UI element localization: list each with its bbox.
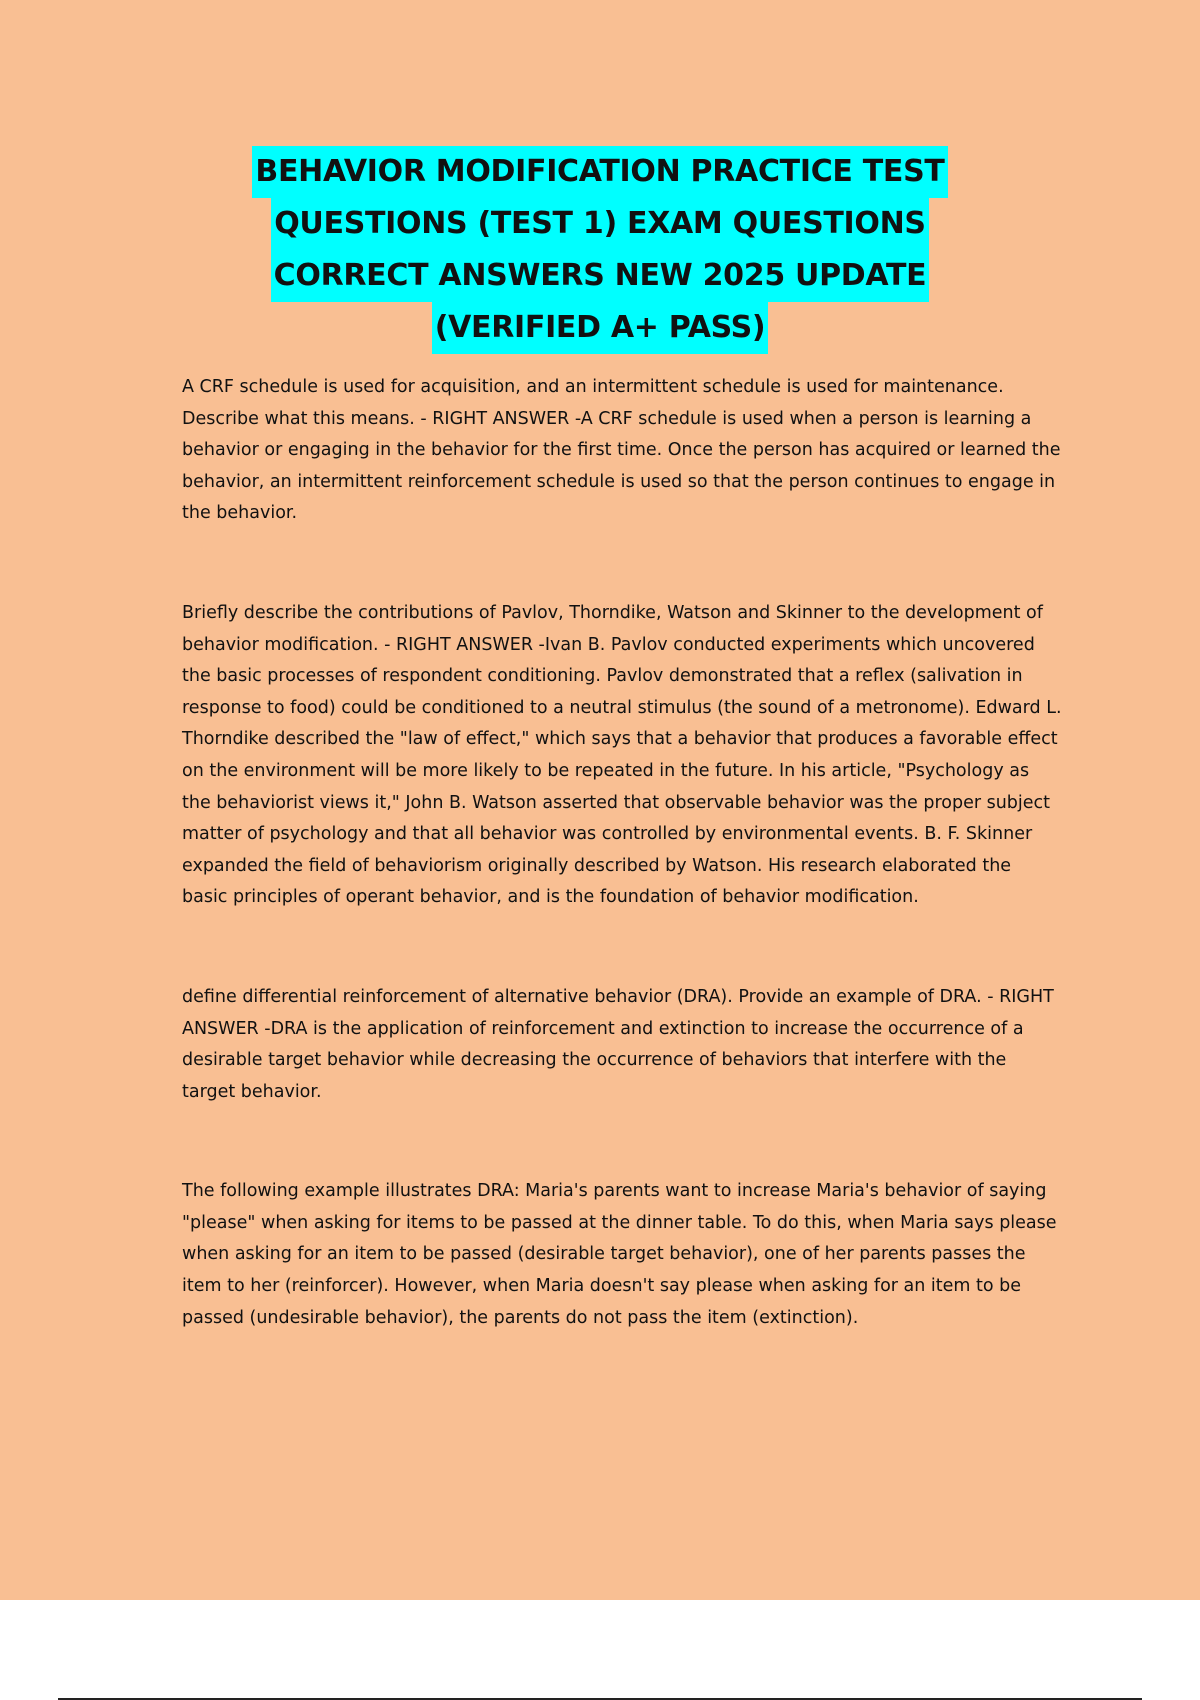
qa-dra-definition: define differential reinforcement of alternative behavior (DRA). Provide an example of DRA. - RIGHT ANSWER -DRA is the application of reinforcement and extinction to increase the occurrence of a desirable target behavior while decreasing the occurrence of behaviors that interfere with the target behavior. xyxy=(182,986,1054,1102)
title-line-1: BEHAVIOR MODIFICATION PRACTICE TEST xyxy=(252,146,947,198)
document-title xyxy=(100,146,1100,354)
title-line-2: QUESTIONS (TEST 1) EXAM QUESTIONS xyxy=(271,198,929,250)
qa-dra-example: The following example illustrates DRA: Maria's parents want to increase Maria's behavior of saying "please" when asking for items to be passed at the dinner table. To do this, when Maria says please when asking for an item to be passed (desirable target behavior), one of her parents passes the item to her (reinforcer). However, when Maria doesn't say please when asking for an item to be passed (undesirable behavior), the parents do not pass the item (extinction). xyxy=(182,1181,1057,1328)
qa-crf-schedule: A CRF schedule is used for acquisition, and an intermittent schedule is used for maintenance. Describe what this means. - RIGHT ANSWER -A CRF schedule is used when a person is learning a behavior or engaging in the behavior for the first time. Once the person has acquired or learned the behavior, an intermittent reinforcement schedule is used so that the person continues to engage in the behavior. xyxy=(182,377,1061,524)
document-body xyxy=(182,372,1062,1334)
title-line-3: CORRECT ANSWERS NEW 2025 UPDATE xyxy=(271,250,930,302)
qa-behaviorism-contributions: Briefly describe the contributions of Pavlov, Thorndike, Watson and Skinner to the development of behavior modification. - RIGHT ANSWER -Ivan B. Pavlov conducted experiments which uncovered the basic processes of respondent conditioning. Pavlov demonstrated that a reflex (salivation in response to food) could be conditioned to a neutral stimulus (the sound of a metronome). Edward L. Thorndike described the "law of effect," which says that a behavior that produces a favorable effect on the environment will be more likely to be repeated in the future. In his article, "Psychology as the behaviorist views it," John B. Watson asserted that observable behavior was the proper subject matter of psychology and that all behavior was controlled by environmental events. B. F. Skinner expanded the field of behaviorism originally described by Watson. His research elaborated the basic principles of operant behavior, and is the foundation of behavior modification. xyxy=(182,602,1062,908)
title-line-4: (VERIFIED A+ PASS) xyxy=(432,302,769,354)
